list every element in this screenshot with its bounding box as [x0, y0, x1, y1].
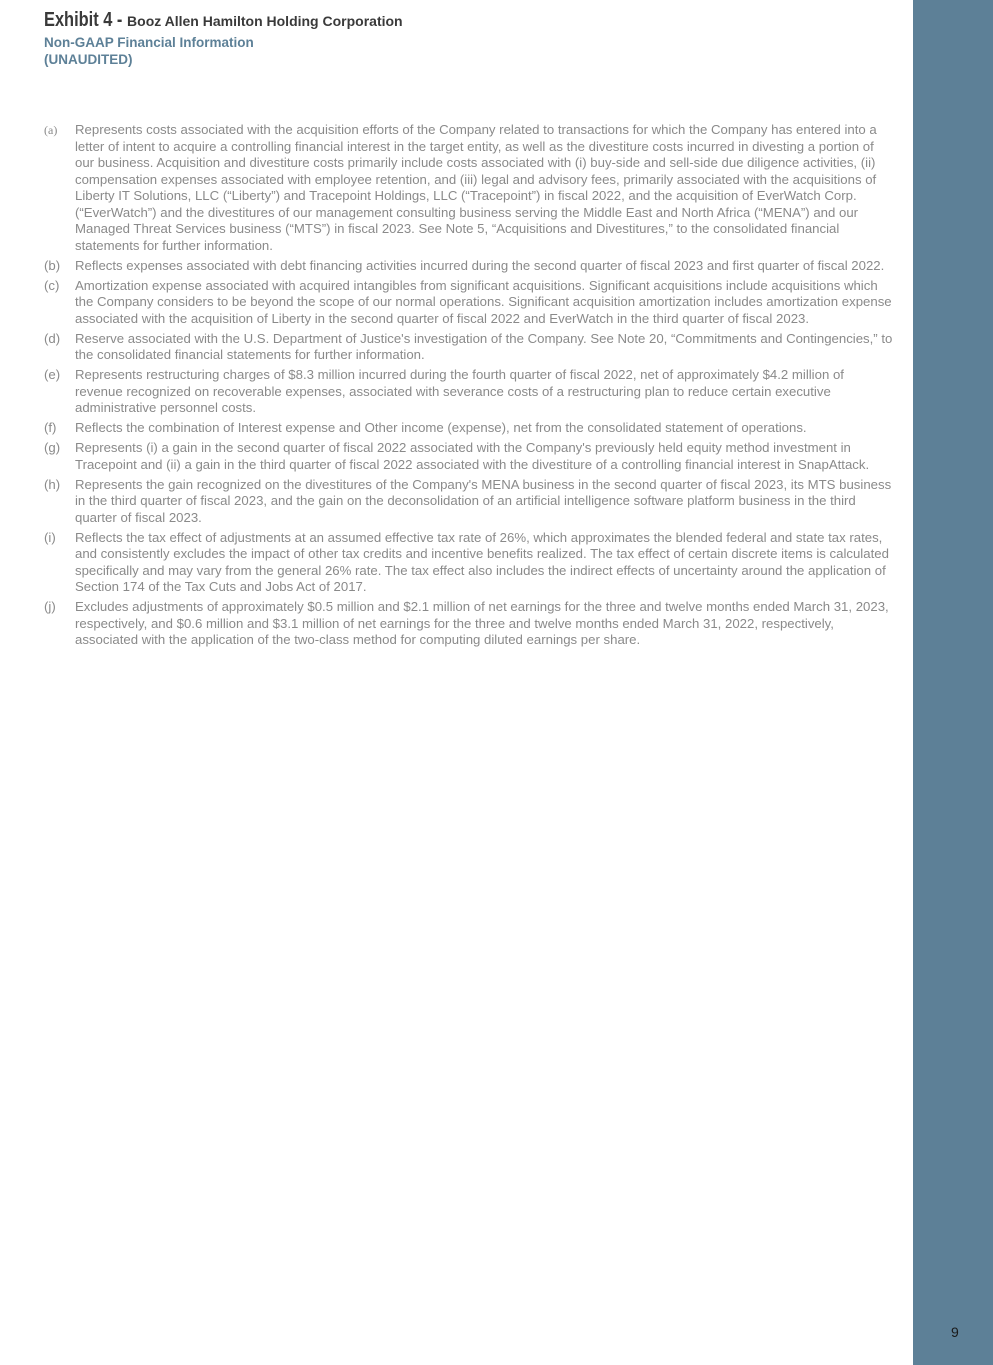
footnote-marker: (h)	[44, 476, 61, 492]
footnote-item	[44, 122, 894, 254]
page-header	[44, 8, 894, 68]
footnote-marker: (b)	[44, 257, 61, 273]
footnote-marker: (f)	[44, 420, 57, 435]
footnote-item	[44, 367, 894, 417]
footnote-marker: (j)	[44, 599, 56, 614]
footnote-text: Represents the gain recognized on the divestitures of the Company's MENA business in the second quarter of fiscal 2023, its MTS business in the third quarter of fiscal 2023, and the gain on the deconsolidation of an artificial intelligence software platform business in the third quarter of fiscal 2023.	[75, 476, 892, 525]
footnote-text: Represents (i) a gain in the second quarter of fiscal 2022 associated with the Company's previously held equity method investment in Tracepoint and (ii) a gain in the third quarter of fiscal 2022 associated with the divestiture of a controlling financial interest in SnapAttack.	[75, 440, 870, 472]
footnote-item	[44, 599, 894, 649]
footnote-text: Represents costs associated with the acquisition efforts of the Company related to transactions for which the Company has entered into a letter of intent to acquire a controlling financial interest in the target entity, as well as the divestiture costs incurred in divesting a portion of our business. Acquisition and divestiture costs primarily include costs associated with (i) buy-side and sell-side due diligence activities, (ii) compensation expenses associated with employee retention, and (iii) legal and advisory fees, primarily associated with the acquisitions of Liberty IT Solutions, LLC (“Liberty”) and Tracepoint Holdings, LLC (“Tracepoint”) in fiscal 2022, and the acquisition of EverWatch Corp. (“EverWatch”) and the divestitures of our management consulting business serving the Middle East and North Africa (“MENA”) and our Managed Threat Services business (“MTS”) in fiscal 2023. See Note 5, “Acquisitions and Divestitures,” to the consolidated financial statements for further information.	[75, 122, 877, 253]
footnote-text: Reserve associated with the U.S. Department of Justice's investigation of the Company. See Note 20, “Commitments and Contingencies,” to the consolidated financial statements for further information.	[75, 330, 893, 362]
footnote-item	[44, 440, 894, 473]
footnote-text: Reflects the combination of Interest expense and Other income (expense), net from the consolidated statement of operations.	[75, 420, 807, 435]
footnote-marker: (a)	[44, 123, 58, 137]
title-line	[44, 8, 894, 34]
footnote-marker: (i)	[44, 529, 56, 545]
footnote-text: Reflects the tax effect of adjustments at an assumed effective tax rate of 26%, which approximates the blended federal and state tax rates, and consistently excludes the impact of other tax credits and incentive benefits realized. The tax effect of certain discrete items is calculated specifically and may vary from the general 26% rate. The tax effect also includes the indirect effects of uncertainty around the application of Section 174 of the Tax Cuts and Jobs Act of 2017.	[75, 529, 889, 594]
footnote-item	[44, 331, 894, 364]
unaudited-label: (UNAUDITED)	[44, 52, 133, 67]
footnote-item	[44, 530, 894, 596]
footnote-marker: (e)	[44, 367, 61, 382]
report-subtitle: Non-GAAP Financial Information	[44, 35, 254, 50]
footnote-text: Reflects expenses associated with debt financing activities incurred during the second quarter of fiscal 2023 and first quarter of fiscal 2022.	[75, 257, 885, 273]
exhibit-label: Exhibit 4 -	[44, 9, 123, 31]
footnote-marker: (g)	[44, 440, 61, 455]
side-bar	[913, 0, 993, 1365]
footnotes-list	[44, 122, 894, 652]
footnote-text: Amortization expense associated with acquired intangibles from significant acquisitions. Significant acquisitions include acquisitions which the Company considers to be beyond the scope of our normal operations. Significant acquisition amortization includes amortization expense associated with the acquisition of Liberty in the second quarter of fiscal 2022 and EverWatch in the third quarter of fiscal 2023.	[75, 277, 892, 326]
footnote-text: Represents restructuring charges of $8.3 million incurred during the fourth quarter of fiscal 2022, net of approximately $4.2 million of revenue recognized on recoverable expenses, associated with severance costs of a restructuring plan to reduce certain executive administrative personnel costs.	[75, 367, 844, 415]
footnote-text: Excludes adjustments of approximately $0.5 million and $2.1 million of net earnings for the three and twelve months ended March 31, 2023, respectively, and $0.6 million and $3.1 million of net earnings for the three and twelve months ended March 31, 2022, respectively, associated with the application of the two-class method for computing diluted earnings per share.	[75, 599, 889, 647]
footnote-item	[44, 258, 894, 275]
footnote-item	[44, 420, 894, 437]
footnote-item	[44, 278, 894, 328]
footnote-marker: (c)	[44, 277, 60, 293]
page-number: 9	[951, 1324, 959, 1340]
footnote-item	[44, 477, 894, 527]
company-name: Booz Allen Hamilton Holding Corporation	[127, 13, 403, 29]
footnote-marker: (d)	[44, 330, 61, 346]
